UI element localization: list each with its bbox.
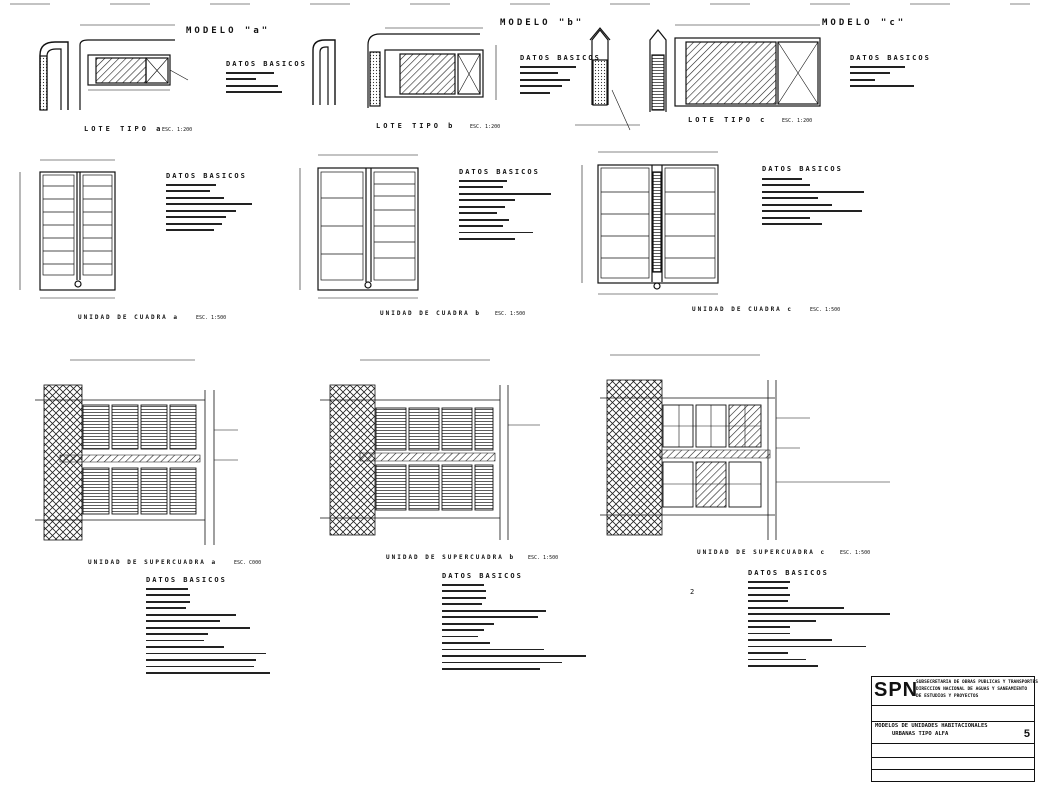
datos-lines-lote-a (226, 72, 276, 98)
datos-lines-cuadra-b (459, 180, 551, 245)
cuadra-c-scale: ESC. 1:500 (810, 307, 841, 313)
lote-c-plan (575, 25, 820, 130)
project-subtitle: URBANAS TIPO ALFA (892, 731, 949, 737)
org-line-3: DE ESTUDIOS Y PROYECTOS (916, 694, 979, 699)
supercuadra-a-label: UNIDAD DE SUPERCUADRA a (88, 559, 218, 566)
modelo-b-title: MODELO "b" (500, 18, 585, 28)
supercuadra-c-plan (600, 355, 890, 540)
datos-lines-lote-b (520, 66, 570, 98)
datos-lines-super-a (146, 588, 270, 679)
lote-b-label: LOTE TIPO b (376, 122, 456, 130)
supercuadra-b-label: UNIDAD DE SUPERCUADRA b (386, 554, 516, 561)
datos-basicos-cuadra-a: DATOS BASICOS (166, 172, 247, 180)
modelo-c-title: MODELO "c" (822, 18, 907, 28)
supercuadra-b-plan (320, 360, 540, 540)
title-block (871, 676, 1038, 782)
datos-basicos-lote-c: DATOS BASICOS (850, 54, 931, 62)
datos-basicos-cuadra-c: DATOS BASICOS (762, 165, 843, 173)
lote-a-scale: ESC. 1:200 (162, 127, 193, 133)
modelo-a-title: MODELO "a" (186, 26, 271, 36)
supercuadra-c-scale: ESC. 1:500 (840, 550, 871, 556)
supercuadra-a-plan (35, 360, 238, 545)
org-line-2: DIRECCION NACIONAL DE AGUAS Y SANEAMIENTO (916, 687, 1028, 692)
datos-basicos-lote-b: DATOS BASICOS (520, 54, 601, 62)
cuadra-b-plan (300, 155, 418, 298)
datos-lines-lote-c (850, 66, 910, 92)
datos-lines-super-c (748, 581, 890, 672)
project-title: MODELOS DE UNIDADES HABITACIONALES (875, 723, 988, 729)
lote-b-scale: ESC. 1:200 (470, 124, 501, 130)
lote-a-label: LOTE TIPO a (84, 125, 164, 133)
org-line-1: SUBSECRETARIA DE OBRAS PUBLICAS Y TRANSPORTES (916, 680, 1038, 685)
cuadra-b-label: UNIDAD DE CUADRA b (380, 310, 482, 317)
supercuadra-a-scale: ESC. C000 (234, 560, 262, 566)
cuadra-a-scale: ESC. 1:500 (196, 315, 227, 321)
supercuadra-b-scale: ESC. 1:500 (528, 555, 559, 561)
datos-basicos-lote-a: DATOS BASICOS (226, 60, 307, 68)
datos-lines-cuadra-c (762, 178, 864, 230)
lote-b-plan (313, 28, 496, 108)
datos-basicos-cuadra-b: DATOS BASICOS (459, 168, 540, 176)
page-mark: 2 (690, 588, 695, 596)
cuadra-c-plan (582, 152, 718, 294)
datos-lines-cuadra-a (166, 184, 252, 236)
datos-basicos-super-a: DATOS BASICOS (146, 576, 227, 584)
datos-basicos-super-b: DATOS BASICOS (442, 572, 523, 580)
cuadra-c-label: UNIDAD DE CUADRA c (692, 306, 794, 313)
sheet-number: 5 (1023, 728, 1030, 740)
lote-c-scale: ESC. 1:200 (782, 118, 813, 124)
datos-basicos-super-c: DATOS BASICOS (748, 569, 829, 577)
lote-c-label: LOTE TIPO c (688, 116, 768, 124)
datos-lines-super-b (442, 584, 586, 675)
cuadra-a-label: UNIDAD DE CUADRA a (78, 314, 180, 321)
spn-logo: SPN (874, 679, 919, 701)
lote-a-plan (40, 25, 188, 110)
cuadra-a-plan (20, 160, 115, 298)
supercuadra-c-label: UNIDAD DE SUPERCUADRA c (697, 549, 827, 556)
cuadra-b-scale: ESC. 1:500 (495, 311, 526, 317)
